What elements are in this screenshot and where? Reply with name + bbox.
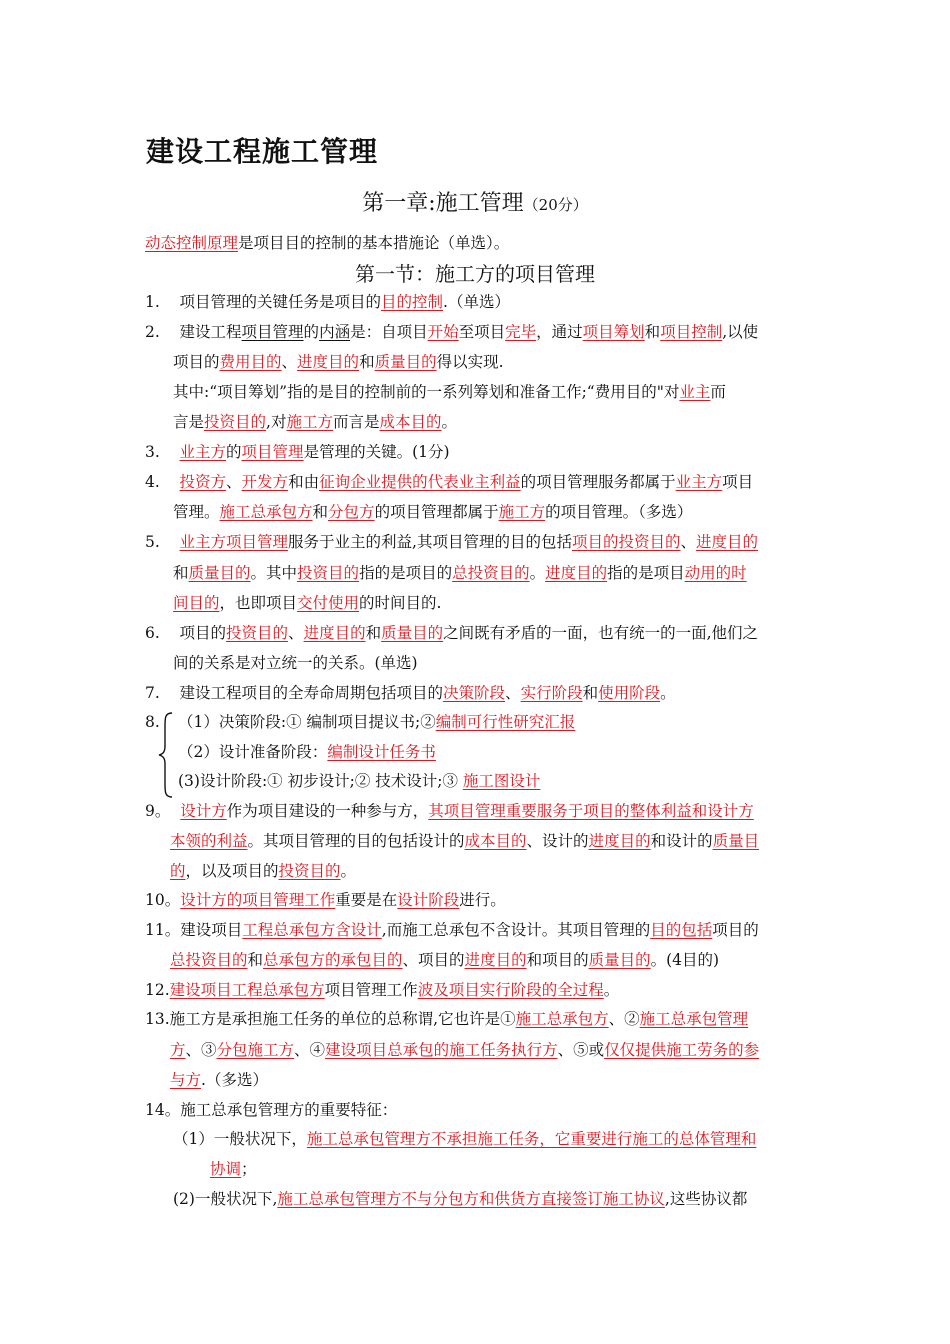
text: 、项目的 — [402, 951, 465, 969]
highlight: 总投资目的 — [452, 564, 530, 582]
text: 和 — [582, 684, 599, 702]
highlight: 编制设计任务书 — [327, 743, 436, 761]
text: 而 — [710, 383, 726, 401]
text: 、设计的 — [526, 832, 589, 850]
list-item — [145, 441, 450, 463]
text: 至项目 — [458, 323, 506, 341]
highlight: 其项目管理重要服务于项目的整体利益和设计方 — [428, 802, 754, 820]
highlight: 业主方项目管理 — [179, 533, 289, 551]
text: (2)一般状况下, — [173, 1190, 278, 1208]
curly-brace-icon — [158, 712, 174, 798]
highlight: 设计方的项目管理工作 — [180, 891, 336, 909]
highlight: 投资目的 — [226, 624, 289, 642]
highlight: 项目管理 — [241, 443, 304, 461]
highlight: 使用阶段 — [598, 684, 661, 702]
text: 施工总承包管理方的重要特征： — [180, 1101, 398, 1119]
highlight: 费用目的 — [219, 353, 282, 371]
text: 。 — [340, 862, 357, 880]
text: 建设工程项目的全寿命周期包括项目的 — [179, 684, 444, 702]
text: 之间既有矛盾的一面，也有统一的一面,他们之 — [443, 624, 759, 642]
text: 。 — [529, 564, 546, 582]
highlight: 进度目的 — [545, 564, 608, 582]
text: 项目的 — [173, 353, 220, 371]
item-number: 5. — [145, 533, 160, 551]
list-item-continuation — [170, 860, 356, 882]
text: 管理。 — [173, 503, 220, 521]
list-subitem — [178, 770, 540, 792]
text: 是管理的关键。(1分) — [303, 443, 450, 461]
list-item — [145, 979, 619, 1001]
list-item-continuation — [173, 411, 457, 433]
highlight: 动态控制原理 — [145, 234, 239, 252]
text: 是项目目的控制的基本措施论（单选）。 — [238, 234, 510, 252]
highlight: 施工总承包方 — [219, 503, 313, 521]
item-number: 9。 — [145, 802, 171, 820]
text: 服务于业主的利益,其项目管理的目的包括 — [288, 533, 572, 551]
text: 建设工程 — [179, 323, 242, 341]
text: ，通过 — [536, 323, 583, 341]
item-number: 2. — [145, 323, 160, 341]
highlight: 投资方 — [179, 473, 227, 491]
highlight: 施工方 — [498, 503, 546, 521]
highlight: 方 — [170, 1041, 186, 1059]
text: ,以使 — [722, 323, 759, 341]
text: ,这些协议都 — [664, 1190, 748, 1208]
list-item-continuation — [173, 501, 692, 523]
highlight: 质量目 — [712, 832, 760, 850]
text: 。 — [441, 413, 458, 431]
highlight: 项目筹划 — [582, 323, 645, 341]
text: 、 — [680, 533, 696, 551]
highlight: 业主方 — [675, 473, 723, 491]
highlight: 总投资目的 — [170, 951, 248, 969]
text: 和设计的 — [650, 832, 713, 850]
highlight: 施工总承包管理方不与分包方和供货方直接签订施工协议 — [277, 1190, 665, 1208]
text: 的项目管理。（多选） — [545, 503, 693, 521]
text: 、 — [281, 353, 298, 371]
highlight: 目的控制 — [381, 293, 444, 311]
text: ,而施工总承包不含设计。其项目管理的 — [381, 921, 651, 939]
list-item-continuation — [170, 1039, 759, 1061]
text: 重要是在 — [335, 891, 398, 909]
highlight: 本领的利益 — [170, 832, 248, 850]
highlight: 投资目的 — [278, 862, 341, 880]
highlight: 协调 — [210, 1160, 242, 1178]
text: 的 — [226, 443, 242, 461]
list-subitem — [178, 711, 575, 733]
list-item-continuation — [210, 1158, 257, 1180]
list-item-continuation — [173, 351, 504, 373]
text: 。 — [603, 981, 620, 999]
highlight: 总承包方的承包目的 — [263, 951, 403, 969]
highlight: 决策阶段 — [443, 684, 506, 702]
list-item-continuation — [170, 949, 719, 971]
list-item — [145, 889, 506, 911]
list-item — [145, 800, 754, 822]
highlight: 开发方 — [241, 473, 289, 491]
text: 得以实现. — [436, 353, 504, 371]
list-subitem — [173, 1128, 756, 1150]
highlight: 成本目的 — [464, 832, 527, 850]
highlight: 的 — [170, 862, 186, 880]
text: 和项目的 — [526, 951, 589, 969]
text: 项目的 — [179, 624, 227, 642]
list-item — [145, 471, 753, 493]
highlight: 进度目的 — [696, 533, 759, 551]
list-item-continuation — [173, 381, 726, 403]
text: 的时间目的. — [359, 594, 442, 612]
highlight: 完毕 — [505, 323, 537, 341]
text: 。(4目的) — [650, 951, 720, 969]
chapter-heading — [0, 186, 950, 217]
text: 、② — [608, 1010, 640, 1028]
text: 施工方是承担施工任务的单位的总称谓,它也许是① — [169, 1010, 516, 1028]
text: 和 — [312, 503, 329, 521]
highlight: 征询企业提供的代表业主利益 — [319, 473, 521, 491]
text: 、④ — [294, 1041, 326, 1059]
chapter-points: （20分） — [523, 196, 588, 214]
highlight: 进度目的 — [464, 951, 527, 969]
highlight: 开始 — [427, 323, 459, 341]
text: .（多选） — [201, 1071, 268, 1089]
text: 和 — [644, 323, 661, 341]
list-item-continuation — [170, 830, 759, 852]
item-number: 8. — [145, 713, 160, 731]
chapter-title: 第一章:施工管理 — [362, 191, 524, 216]
text: 进行。 — [459, 891, 506, 909]
highlight: 目的包括 — [650, 921, 713, 939]
item-number: 1. — [145, 293, 160, 311]
text: 。 — [660, 684, 676, 702]
highlight: 设计阶段 — [397, 891, 460, 909]
highlight: 建设项目工程总承包方 — [169, 981, 325, 999]
text: 。其项目管理的目的包括设计的 — [247, 832, 465, 850]
text: 、 — [226, 473, 242, 491]
text: 的项目管理服务都属于 — [520, 473, 676, 491]
list-item-continuation — [173, 562, 747, 584]
text: ，以及项目的 — [185, 862, 279, 880]
highlight: 编制可行性研究汇报 — [435, 713, 576, 731]
item-number: 11。 — [145, 921, 181, 939]
text: 其中:“项目筹划”指的是目的控制前的一系列筹划和准备工作;“费用目的"对 — [173, 383, 680, 401]
keyword: 项目管理 — [241, 323, 304, 341]
text: （2）设计准备阶段： — [178, 743, 328, 761]
list-item — [145, 321, 758, 343]
list-item — [145, 291, 510, 313]
highlight: 投资目的 — [297, 564, 360, 582]
highlight: 质量目的 — [381, 624, 444, 642]
highlight: 设计方 — [180, 802, 227, 820]
text: 的项目管理都属于 — [374, 503, 499, 521]
list-item — [145, 531, 758, 553]
item-number: 7. — [145, 684, 160, 702]
highlight: 成本目的 — [379, 413, 442, 431]
item-number: 12. — [145, 981, 170, 999]
highlight: 进度目的 — [297, 353, 360, 371]
text: 是：自项目 — [350, 323, 428, 341]
text: (3)设计阶段:① 初步设计;② 技术设计;③ — [178, 772, 463, 790]
text: 间的关系是对立统一的关系。(单选) — [173, 654, 418, 672]
text: 项目 — [722, 473, 754, 491]
highlight: 业主 — [679, 383, 711, 401]
highlight: 工程总承包方含设计 — [242, 921, 382, 939]
highlight: 与方 — [170, 1071, 202, 1089]
text: 建设项目 — [180, 921, 243, 939]
text: 指的是项目的 — [359, 564, 453, 582]
highlight: 施工总承包管理 — [639, 1010, 749, 1028]
text: ，也即项目 — [219, 594, 298, 612]
highlight: 施工总承包管理方不承担施工任务，它重要进行施工的总体管理和 — [306, 1130, 757, 1148]
highlight: 动用的时 — [684, 564, 747, 582]
highlight: 实行阶段 — [520, 684, 583, 702]
highlight: 间目的 — [173, 594, 220, 612]
text: 和 — [359, 353, 375, 371]
list-item — [145, 622, 758, 644]
highlight: 仅仅提供施工劳务的参 — [604, 1041, 760, 1059]
text: 、 — [288, 624, 304, 642]
text: 、 — [505, 684, 521, 702]
list-item-continuation — [170, 1069, 268, 1091]
text: 项目管理工作 — [324, 981, 418, 999]
list-item — [145, 1008, 748, 1030]
highlight: 项目的投资目的 — [571, 533, 681, 551]
item-number: 4. — [145, 473, 160, 491]
text: 和由 — [288, 473, 320, 491]
text: ,对 — [266, 413, 287, 431]
list-item — [145, 1099, 397, 1121]
list-item — [145, 682, 676, 704]
list-subitem — [173, 1188, 747, 1210]
text: 项目的 — [712, 921, 759, 939]
highlight: 施工总承包方 — [515, 1010, 609, 1028]
highlight: 波及项目实行阶段的全过程 — [417, 981, 604, 999]
text: 、⑤或 — [557, 1041, 605, 1059]
list-item-continuation — [173, 592, 441, 614]
text: 的 — [303, 323, 320, 341]
item-number: 3. — [145, 443, 160, 461]
text: 指的是项目 — [607, 564, 685, 582]
text: （1）决策阶段:① 编制项目提议书;② — [178, 713, 436, 731]
highlight: 施工方 — [286, 413, 333, 431]
list-subitem — [178, 741, 436, 763]
highlight: 分包方 — [328, 503, 375, 521]
highlight: 项目控制 — [660, 323, 723, 341]
keyword: 内涵 — [319, 323, 351, 341]
text: 作为项目建设的一种参与方， — [226, 802, 429, 820]
highlight: 质量目的 — [588, 951, 651, 969]
highlight: 交付使用 — [297, 594, 360, 612]
text: 和 — [173, 564, 189, 582]
text: （1）一般状况下， — [173, 1130, 307, 1148]
text: 言是 — [173, 413, 205, 431]
item-number: 14。 — [145, 1101, 181, 1119]
highlight: 投资目的 — [204, 413, 267, 431]
highlight: 分包施工方 — [216, 1041, 295, 1059]
highlight: 进度目的 — [303, 624, 366, 642]
text: .（单选） — [443, 293, 510, 311]
item-number: 13. — [145, 1010, 170, 1028]
intro-line — [145, 232, 509, 254]
text: 和 — [247, 951, 264, 969]
item-number: 6. — [145, 624, 160, 642]
highlight: 业主方 — [179, 443, 227, 461]
highlight: 建设项目总承包的施工任务执行方 — [325, 1041, 558, 1059]
highlight: 施工图设计 — [462, 772, 541, 790]
text: 、③ — [185, 1041, 217, 1059]
item-number: 10。 — [145, 891, 181, 909]
text: 。其中 — [250, 564, 298, 582]
list-item — [145, 919, 759, 941]
highlight: 质量目的 — [188, 564, 251, 582]
text: 和 — [365, 624, 382, 642]
highlight: 进度目的 — [588, 832, 651, 850]
section-heading: 第一节：施工方的项目管理 — [355, 262, 595, 286]
text: 项目管理的关键任务是项目的 — [179, 293, 382, 311]
highlight: 质量目的 — [374, 353, 437, 371]
text: 而言是 — [332, 413, 380, 431]
text: ； — [241, 1160, 257, 1178]
document-title: 建设工程施工管理 — [146, 135, 379, 168]
list-item-continuation — [173, 652, 418, 674]
